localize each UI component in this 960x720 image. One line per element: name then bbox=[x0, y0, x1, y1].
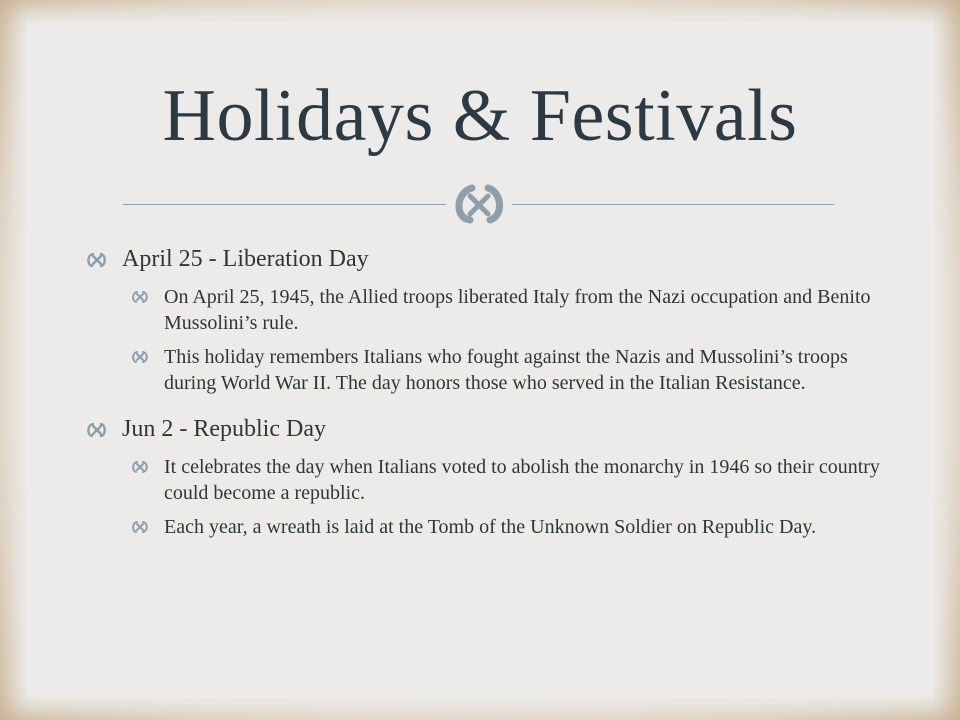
bullet-item-liberation-day bbox=[82, 244, 882, 275]
sub-bullet-item bbox=[82, 514, 882, 540]
ornament-bullet-icon bbox=[82, 414, 112, 445]
sub-bullet-text: This holiday remembers Italians who fought against the Nazis and Mussolini’s troops during World War II. The day honors those who served in the Italian Resistance. bbox=[164, 346, 848, 394]
sub-bullet-item bbox=[82, 284, 882, 336]
ornament-sub-bullet-icon bbox=[128, 514, 152, 540]
ornament-sub-bullet-icon bbox=[128, 284, 152, 310]
sub-bullet-text: Each year, a wreath is laid at the Tomb of the Unknown Soldier on Republic Day. bbox=[164, 516, 817, 538]
sub-bullet-text: On April 25, 1945, the Allied troops liberated Italy from the Nazi occupation and Benito Mussolini’s rule. bbox=[164, 286, 871, 334]
sub-bullet-text: It celebrates the day when Italians voted to abolish the monarchy in 1946 so their country could become a republic. bbox=[164, 456, 880, 504]
bullet-heading-text: April 25 - Liberation Day bbox=[122, 246, 369, 272]
title-divider-right bbox=[512, 204, 834, 205]
sub-bullet-item bbox=[82, 454, 882, 506]
bullet-item-republic-day bbox=[82, 414, 882, 445]
spacer bbox=[82, 404, 882, 414]
sub-bullet-item bbox=[82, 344, 882, 396]
slide-content bbox=[82, 244, 882, 548]
ornament-sub-bullet-icon bbox=[128, 454, 152, 480]
ornament-bullet-icon bbox=[82, 244, 112, 275]
bullet-heading-text: Jun 2 - Republic Day bbox=[122, 416, 326, 442]
slide-title: Holidays & Festivals bbox=[162, 75, 798, 157]
title-divider-left bbox=[123, 204, 446, 205]
ornament-sub-bullet-icon bbox=[128, 344, 152, 370]
ornament-icon bbox=[448, 180, 510, 226]
